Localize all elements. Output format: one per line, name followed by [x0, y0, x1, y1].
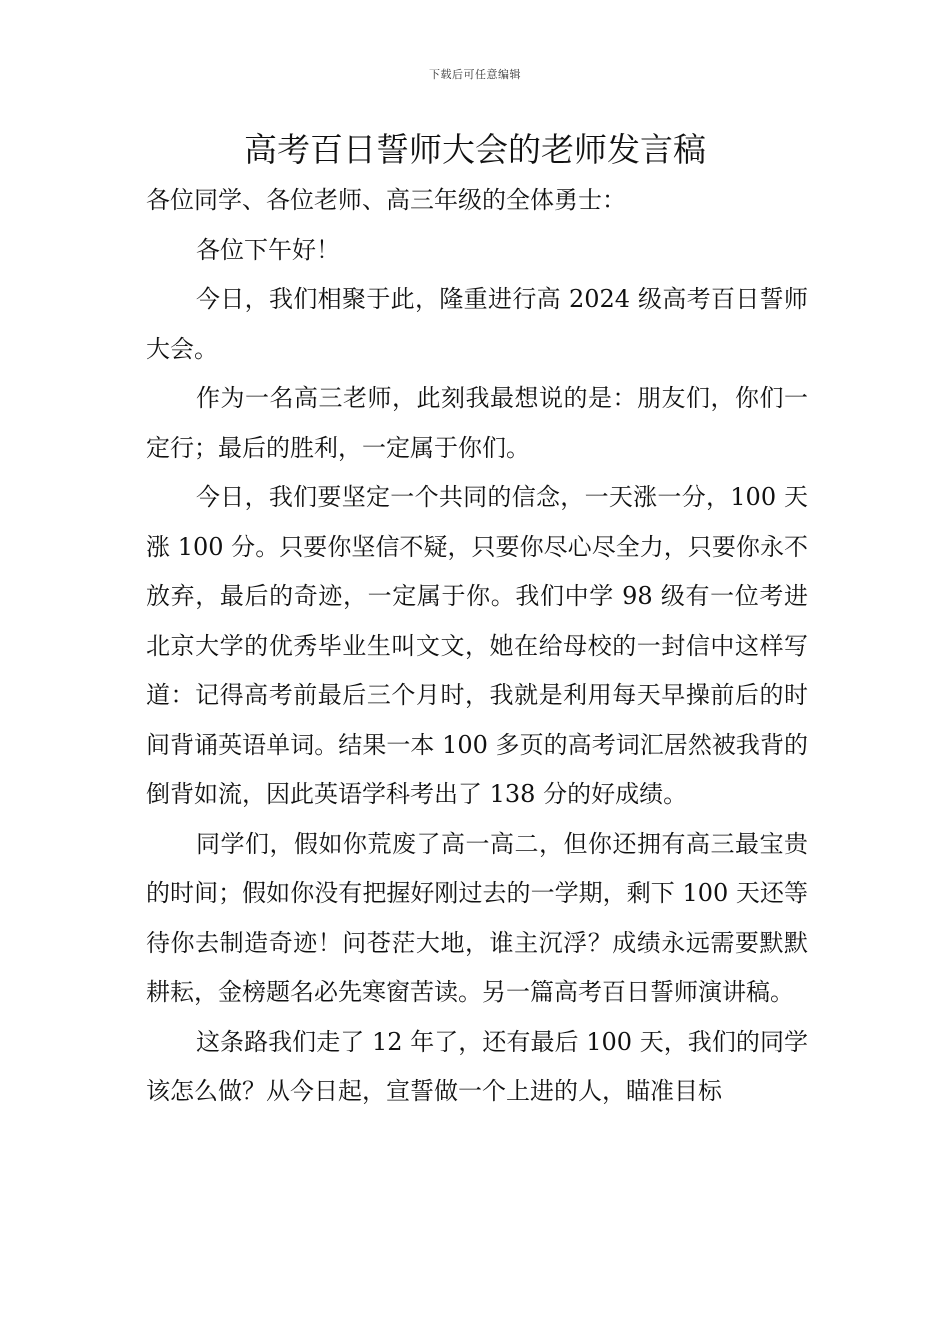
paragraph-salutation: 各位同学、各位老师、高三年级的全体勇士： [146, 186, 626, 214]
document-body [146, 176, 808, 1117]
header-note: 下载后可任意编辑 [429, 68, 521, 81]
document-title: 高考百日誓师大会的老师发言稿 [244, 130, 706, 169]
paragraph: 同学们，假如你荒废了高一高二，但你还拥有高三最宝贵的时间；假如你没有把握好刚过去的一学期，剩下 100 天还等待你去制造奇迹！问苍茫大地，谁主沉浮？成绩永远需要默默耕耘，金榜题名必先寒窗苦读。另一篇高考百日誓师演讲稿。 [146, 829, 808, 1006]
paragraph: 今日，我们相聚于此，隆重进行高 2024 级高考百日誓师大会。 [146, 285, 808, 363]
paragraph: 作为一名高三老师，此刻我最想说的是：朋友们，你们一定行；最后的胜利，一定属于你们。 [146, 384, 808, 462]
paragraph: 这条路我们走了 12 年了，还有最后 100 天，我们的同学该怎么做？从今日起，宣誓做一个上进的人，瞄准目标 [146, 1027, 808, 1105]
paragraph-greeting: 各位下午好！ [196, 235, 340, 264]
paragraph: 今日，我们要坚定一个共同的信念，一天涨一分，100 天涨 100 分。只要你坚信不疑，只要你尽心尽全力，只要你永不放弃，最后的奇迹，一定属于你。我们中学 98 级有一位考进北京大学的优秀毕业生叫文文，她在给母校的一封信中这样写道：记得高考前最后三个月时，我就是利用每天早操前后的时间背诵英语单词。结果一本 100 多页的高考词汇居然被我背的倒背如流，因此英语学科考出了 138 分的好成绩。 [146, 483, 808, 808]
